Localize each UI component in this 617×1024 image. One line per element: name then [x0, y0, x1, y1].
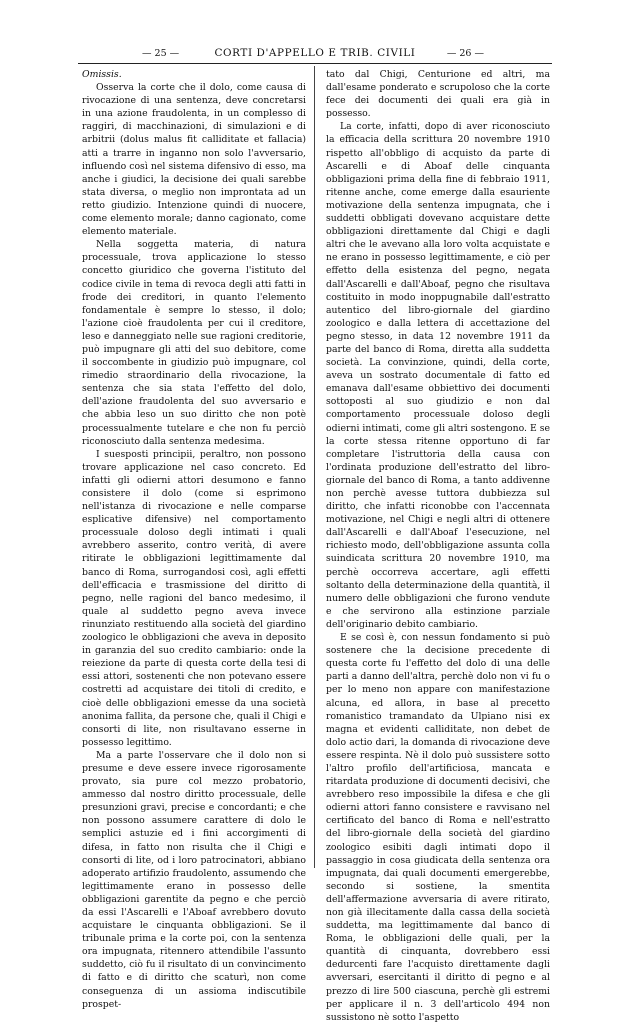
paragraph: E se così è, con nessun fondamento si può sostenere che la decisione precedente di questa corte fu l'effetto del dolo di una delle parti a danno dell'altra, perchè dolo non vi fu o per lo meno non appare con manifestazione alcuna, ed allora, in base al precetto romanistico tramandato da Ulpiano nisi ex magna et evidenti calliditate, non debet de dolo actio dari, la domanda di rivocazione deve essere respinta. Nè il dolo può sussistere sotto l'altro profilo dell'artificiosa, mancata e ritardata produzione di documenti decisivi, che avrebbero reso impossibile la difesa e che gli odierni attori fanno consistere e ravvisano nel certificato del banco di Roma e nell'estratto del libro-giornale della società del giardino zoologico esibiti dagli intimati dopo il passaggio in cosa giudicata della sentenza ora impugnata, dai quali documenti emergerebbe, secondo si sostiene, la smentita dell'affermazione avversaria di avere ritirato, non già illecitamente dalla cassa della società suddetta, ma legittimamente dal banco di Roma, le obbligazioni delle quali, per la quantità di cinquanta, dovrebbero essi dedurcenti fare l'acquisto direttamente dagli avversari, esercitanti il diritto di pegno e al prezzo di lire 500 ciascuna, perchè gli estremi per applicare il n. 3 dell'articolo 494 non sussistono nè sotto l'aspetto [326, 632, 550, 1023]
paragraph: La corte, infatti, dopo di aver riconosciuto la efficacia della scrittura 20 novembre 1910 rispetto all'obbligo di acquisto da parte di Ascarelli e di Aboaf delle cinquanta obbligazioni prima della fine di febbraio 1911, ritenne anche, come emerge dalla esauriente motivazione della sentenza impugnata, che i suddetti obbligati dovevano acquistare dette obbligazioni direttamente dal Chigi e dagli altri che le avevano alla loro volta acquistate e ne erano in possesso legittimamente, e ciò per effetto della esistenza del pegno, negata dall'Ascarelli e dall'Aboaf, pegno che risultava costituito in modo inoppugnabile dall'estratto autentico del libro-giornale del giardino zoologico e dalla lettera di accettazione del pegno stesso, in data 12 novembre 1911 da parte del banco di Roma, diretta alla suddetta società. La convinzione, quindi, della corte, aveva un sostrato documentale di fatto ed emanava dall'esame obbiettivo dei documenti sottoposti al suo giudizio e non dal comportamento processuale doloso degli odierni intimati, come gli altri sostengono. E se la corte stessa ritenne opportuno di far completare l'istruttoria della causa con l'ordinata produzione dell'estratto del libro-giornale del banco di Roma, a tanto addivenne non perchè avesse tuttora dubbiezza sul diritto, che infatti riconobbe con l'accennata motivazione, nel Chigi e negli altri di ottenere dall'Ascarelli e dall'Aboaf l'esecuzione, nel richiesto modo, dell'obbligazione assunta colla suindicata scrittura 20 novembre 1910, ma perchè occorreva accertare, agli effetti soltanto della determinazione della quantità, il numero delle obbligazioni che furono vendute e che servirono alla estinzione parziale dell'originario debito cambiario. [326, 121, 550, 630]
running-title: CORTI D'APPELLO E TRIB. CIVILI [214, 47, 416, 59]
left-page-number: — 25 — [142, 48, 180, 59]
paragraph: I suesposti principii, peraltro, non possono trovare applicazione nel caso concreto. Ed infatti gli odierni attori desumono e fanno consistere il dolo (come si esprimono nell'istanza di rivocazione e nelle comparse esplicative difensive) nel comportamento processuale doloso degli intimati i quali avrebbero asserito, contro verità, di avere ritirate le obbligazioni legittimamente dal banco di Roma, surrogandosi così, agli effetti dell'efficacia e trasmissione del diritto di pegno, nelle ragioni del banco medesimo, il quale al suddetto pegno aveva invece rinunziato restituendo alla società del giardino zoologico le obbligazioni che aveva in deposito in garanzia del suo credito cambiario: onde la reiezione da parte di questa corte della tesi di essi attori, sostenenti che non potevano essere costretti ad acquistare dei titoli di credito, e cioè delle obbligazioni emesse da una società anonima fallita, da persone che, quali il Chigi e consorti di lite, non risultavano esserne in possesso legittimo. [82, 448, 306, 748]
right-page-number: — 26 — [446, 48, 484, 59]
paragraph: Ma a parte l'osservare che il dolo non si presume e deve essere invece rigorosamente provato, sia pure col mezzo probatorio, ammesso dal nostro diritto processuale, delle presunzioni gravi, precise e concordanti; e che non possono assumere carattere di dolo le semplici astuzie ed i fini accorgimenti di difesa, in fatto non risulta che il Chigi e consorti di lite, od i loro patrocinatori, abbiano adoperato artifizio fraudolento, assumendo che legittimamente erano in possesso delle obbligazioni garentite da pegno e che perciò da essi l'Ascarelli e l'Aboaf avrebbero dovuto acquistare le cinquanta obbligazioni. Se il tribunale prima e la corte poi, con la sentenza ora impugnata, ritennero attendibile l'assunto suddetto, ciò fu il risultato di un convincimento di fatto e di diritto che scaturì, non come conseguenza di un assioma indiscutibile prospet- [82, 749, 306, 1010]
right-column [326, 68, 550, 1024]
column-divider [314, 66, 315, 868]
paragraph: Nella soggetta materia, di natura processuale, trova applicazione lo stesso concetto giuridico che governa l'istituto del codice civile in tema di revoca degli atti fatti in frode dei creditori, in quanto l'elemento fondamentale è sempre lo stesso, il dolo; l'azione cioè fraudolenta per cui il creditore, leso e danneggiato nelle sue ragioni creditorie, può impugnare gli atti del suo debitore, come il soccombente in giudizio può impugnare, col rimedio straordinario della rivocazione, la sentenza che sia stata l'effetto del dolo, dell'azione fraudolenta del suo avversario e che abbia leso un suo diritto che non potè processualmente tutelare e che non fu perciò riconosciuto dalla sentenza medesima. [82, 239, 306, 447]
left-column [82, 68, 306, 1011]
paragraph-continuation: tato dal Chigi, Centurione ed altri, ma dall'esame ponderato e scrupoloso che la corte fece dei documenti dei quali era già in possesso. [326, 69, 550, 120]
paragraph: Osserva la corte che il dolo, come causa di rivocazione di una sentenza, deve concretarsi in una azione fraudolenta, in un complesso di raggiri, di macchinazioni, di simulazioni e di arbitrii (dolus malus fit calliditate et fallacia) atti a trarre in inganno non solo l'avversario, influendo così nel sistema difensivo di esso, ma anche i giudici, la decisione dei quali sarebbe stata diversa, o meglio non improntata ad un retto giudizio. Intenzione quindi di nuocere, come elemento morale; danno cagionato, come elemento materiale. [82, 82, 306, 238]
page-header [78, 46, 552, 60]
omissis-label: Omissis. [82, 69, 122, 80]
header-rule [78, 63, 552, 64]
